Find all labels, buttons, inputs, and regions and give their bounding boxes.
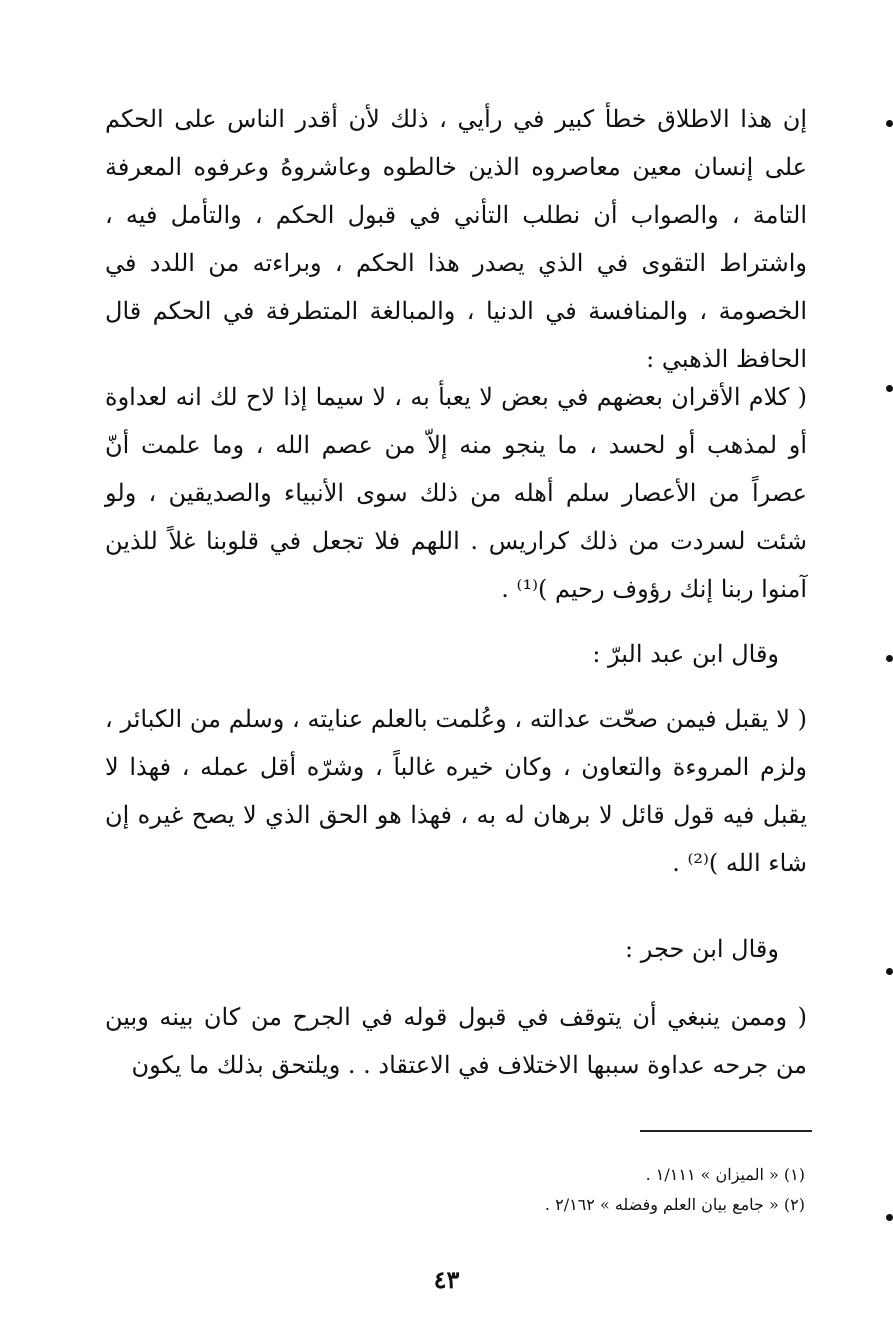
paragraph-author-opinion: إن هذا الاطلاق خطأ كبير في رأيي ، ذلك لأن أقدر الناس على الحكم على إنسان معين معاصروه الذين خالطوه وعاشروهُ وعرفوه المعرفة التامة ، والصواب أن نطلب التأني في قبول الحكم ، والتأمل فيه ، واشتراط التقوى في الذي يصدر هذا الحكم ، وبراءته من اللدد في الخصومة ، والمنافسة في الدنيا ، والمبالغة المتطرفة في الحكم قال الحافظ الذهبي :: [105, 105, 808, 373]
intro-ibn-hajar: وقال ابن حجر :: [625, 935, 779, 963]
footnotes: [300, 1160, 805, 1220]
scan-edge-mark: [886, 385, 893, 392]
scan-edge-mark: [886, 120, 893, 127]
scan-edge-mark: [886, 655, 893, 662]
scan-edge-mark: [886, 968, 893, 975]
page-number: ٤٣: [433, 1265, 460, 1294]
quote-dhahabi: ( كلام الأقران بعضهم في بعض لا يعبأ به ، لا سيما إذا لاح لك انه لعداوة أو لمذهب أو لحسد ، ما ينجو منه إلاّ من عصم الله ، وما علمت أنّ عصراً من الأعصار سلم أهله من ذلك سوى الأنبياء والصديقين ، ولو شئت لسردت من ذلك كراريس . اللهم فلا تجعل في قلوبنا غلاً للذين آمنوا ربنا إنك رؤوف رحيم )⁽¹⁾ .: [105, 383, 808, 603]
quote-ibn-hajar: ( وممن ينبغي أن يتوقف في قبول قوله في الجرح من كان بينه وبين من جرحه عداوة سببها الاختلاف في الاعتقاد . . ويلتحق بذلك ما يكون: [105, 1003, 807, 1079]
footnote-1: (١) « الميزان » ١/١١١ .: [645, 1165, 805, 1184]
intro-ibn-abd-al-barr: وقال ابن عبد البرّ :: [592, 640, 779, 668]
footnote-2: (٢) « جامع بيان العلم وفضله » ٢/١٦٢ .: [544, 1195, 805, 1214]
quote-ibn-abd-al-barr: ( لا يقبل فيمن صحّت عدالته ، وعُلمت بالعلم عنايته ، وسلم من الكبائر ، ولزم المروءة والتعاون ، وكان خيره غالباً ، وشرّه أقل عمله ، فهذا لا يقبل فيه قول قائل لا برهان له به ، فهذا هو الحق الذي لا يصح غيره إن شاء الله )⁽²⁾ .: [105, 705, 807, 877]
scan-edge-mark: [886, 1214, 893, 1221]
footnote-divider: [640, 1130, 812, 1132]
